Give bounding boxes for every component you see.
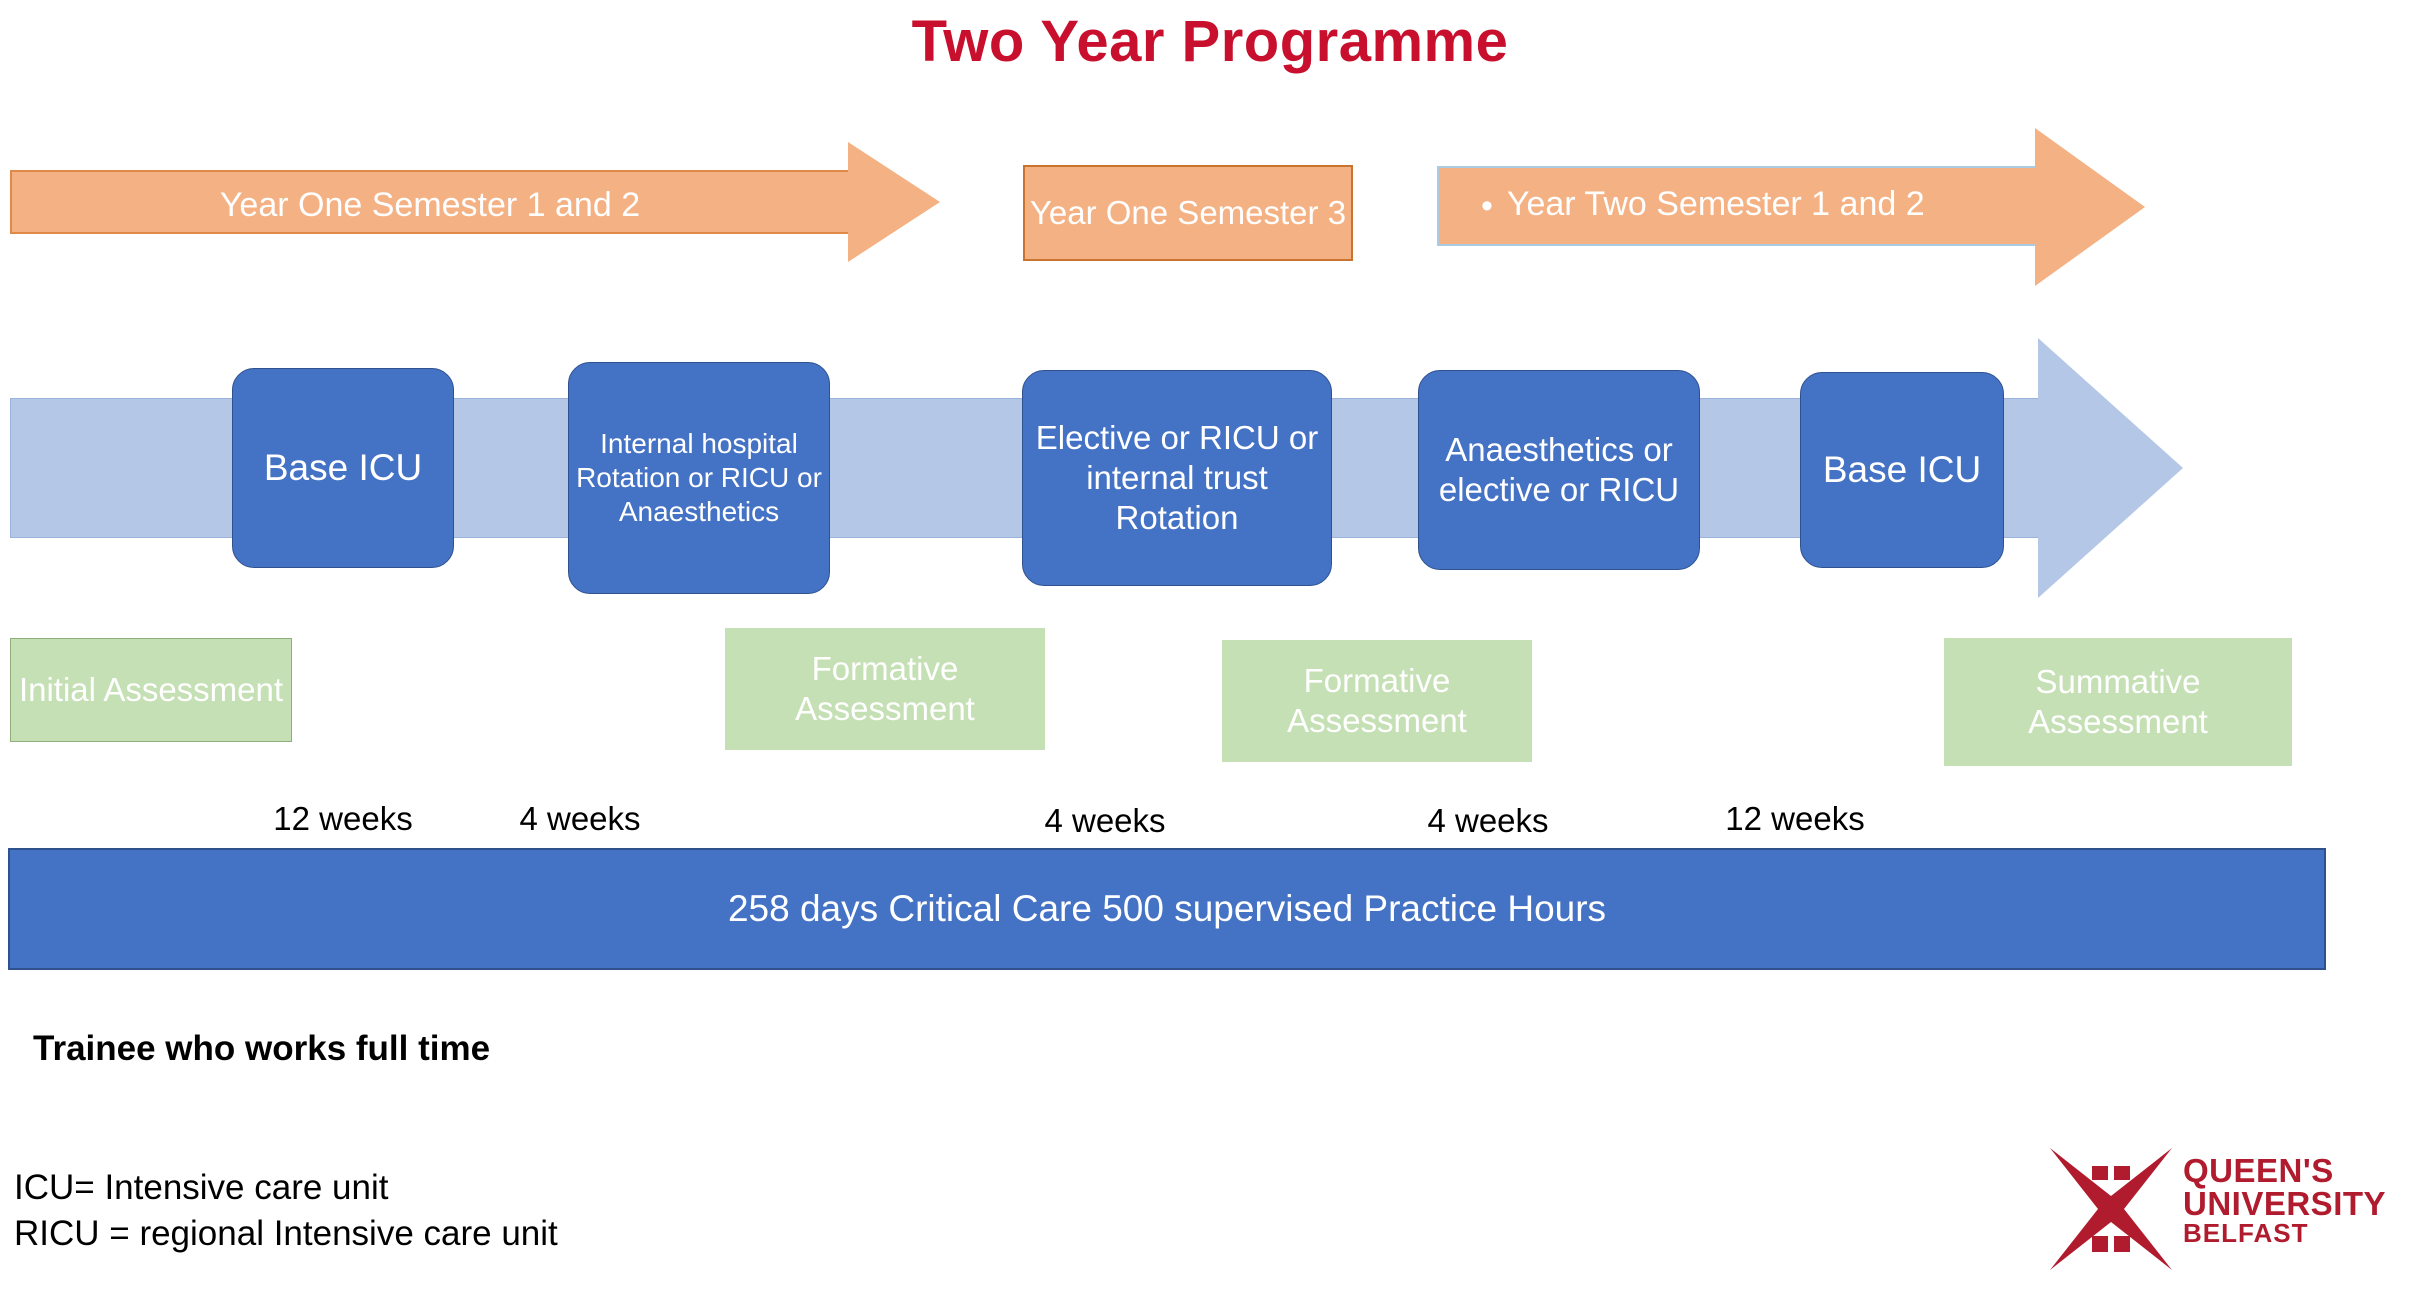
qub-word-queens: QUEEN'S — [2183, 1152, 2334, 1189]
semester-arrow-year-two-sem-1-2 — [1437, 128, 2177, 286]
qub-word-university: UNIVERSITY — [2183, 1185, 2387, 1222]
qub-word-belfast: BELFAST — [2183, 1218, 2309, 1248]
rotation-box-2: Internal hospital Rotation or RICU or Anaesthetics — [568, 362, 830, 594]
rotation-box-4: Anaesthetics or elective or RICU — [1418, 370, 1700, 570]
footer-note: Trainee who works full time — [33, 1029, 491, 1068]
semester-arrow-year-one-sem-1-2 — [10, 142, 940, 262]
semester-label-3-wrapper — [1437, 185, 2097, 224]
rotation-box-5: Base ICU — [1800, 372, 2004, 568]
semester-box-year-one-sem-3: Year One Semester 3 — [1023, 165, 1353, 261]
page-title: Two Year Programme — [911, 9, 1509, 74]
qub-wordmark — [2183, 1154, 2386, 1246]
semester-label-1: Year One Semester 1 and 2 — [219, 186, 641, 224]
assessment-box-summative: Summative Assessment — [1944, 638, 2292, 766]
assessment-box-initial: Initial Assessment — [10, 638, 292, 742]
legend-line-icu: ICU= Intensive care unit — [14, 1168, 389, 1207]
rotation-box-1: Base ICU — [232, 368, 454, 568]
assessment-box-formative-2: Formative Assessment — [1222, 640, 1532, 762]
weeks-label-1: 12 weeks — [273, 800, 413, 837]
legend-block — [14, 1165, 558, 1257]
weeks-label-3: 4 weeks — [1044, 802, 1166, 839]
arrow-head — [2038, 338, 2183, 598]
arrow-head — [848, 142, 940, 262]
assessment-box-formative-1: Formative Assessment — [725, 628, 1045, 750]
semester-label-3: Year Two Semester 1 and 2 — [1506, 185, 1925, 223]
rotation-box-3: Elective or RICU or internal trust Rotation — [1022, 370, 1332, 586]
summary-bar: 258 days Critical Care 500 supervised Practice Hours — [8, 848, 2326, 970]
weeks-label-5: 12 weeks — [1725, 800, 1865, 837]
legend-line-ricu: RICU = regional Intensive care unit — [14, 1214, 558, 1254]
bullet-icon: • — [1481, 187, 1493, 224]
weeks-label-2: 4 weeks — [519, 800, 641, 837]
qub-crest-cross-icon — [2050, 1148, 2172, 1270]
weeks-label-4: 4 weeks — [1427, 802, 1549, 839]
qub-logo — [2050, 1148, 2405, 1276]
